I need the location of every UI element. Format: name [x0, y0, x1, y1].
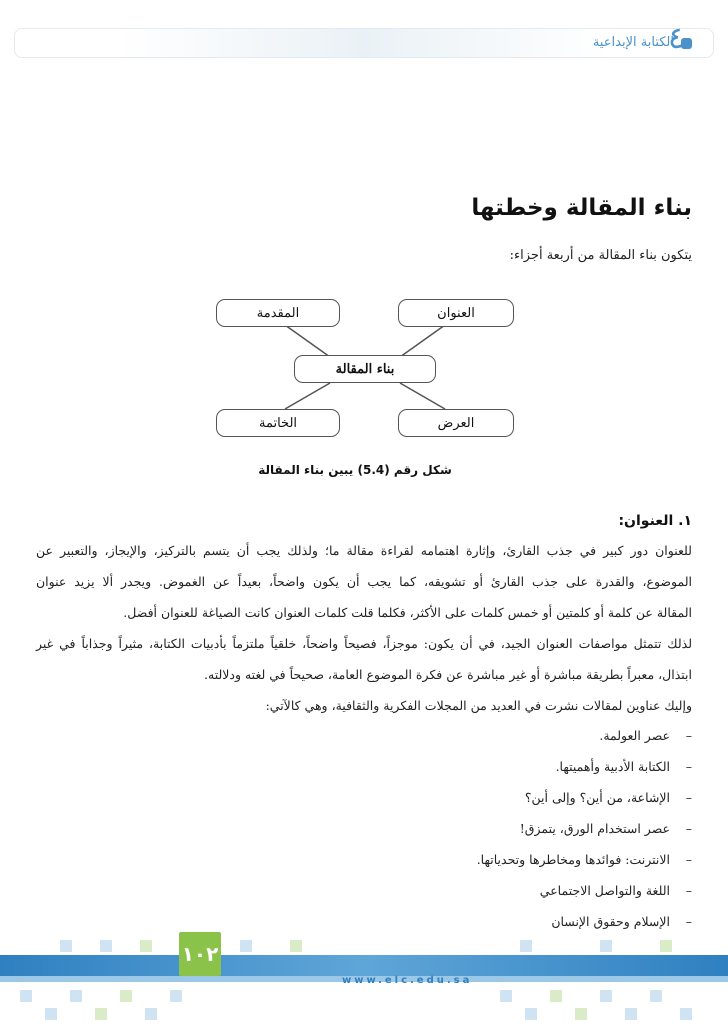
dash-icon: –: [685, 821, 692, 836]
list-item: –الإسلام وحقوق الإنسان: [551, 914, 692, 929]
list-item: –الانترنت: فوائدها ومخاطرها وتحدياتها.: [476, 852, 692, 867]
list-item: –اللغة والتواصل الاجتماعي: [539, 883, 692, 898]
node-introduction: المقدمة: [216, 299, 340, 327]
dash-icon: –: [685, 790, 692, 805]
essay-structure-diagram: [200, 287, 530, 487]
book-title: الكتابة الإبداعية: [592, 35, 674, 50]
figure-caption: شكل رقم (5.4) يبين بناء المقالة: [258, 463, 452, 477]
dash-icon: –: [685, 759, 692, 774]
node-essay-structure: بناء المقالة: [294, 355, 436, 383]
paragraph-line: للعنوان دور كبير في جذب القارئ، وإثارة اهتمامه لقراءة مقالة ما؛ ولذلك يجب أن يتسم بالتركيز، والإيجاز، والتعبير عن: [36, 543, 692, 558]
paragraph-line: المقالة عن كلمة أو كلمتين أو خمس كلمات على الأكثر، فكلما قلت كلمات العنوان كانت الصياغة للعنوان أفضل.: [123, 605, 692, 620]
list-item: –عصر استخدام الورق، يتمزق!: [519, 821, 692, 836]
node-body: العرض: [398, 409, 514, 437]
list-item: –الكتابة الأدبية وأهميتها.: [555, 759, 692, 774]
dash-icon: –: [685, 883, 692, 898]
dash-icon: –: [685, 728, 692, 743]
footer-band: [0, 955, 728, 977]
node-title: العنوان: [398, 299, 514, 327]
paragraph-line: ابتذال، معبراً بطريقة مباشرة أو غير مباشرة عن فكرة الموضوع العامة، صحيحاً في لغته ودلالته.: [204, 667, 692, 682]
dash-icon: –: [685, 914, 692, 929]
website-url: www.elc.edu.sa: [342, 975, 473, 986]
page-number: ١٠٢: [179, 932, 221, 976]
connector-intro: [285, 325, 330, 357]
intro-text: يتكون بناء المقالة من أربعة أجزاء:: [509, 248, 692, 263]
paragraph-line: وإليك عناوين لمقالات نشرت في العديد من المجلات الفكرية والثقافية، وهي كالآتي:: [265, 698, 692, 713]
connector-title: [400, 325, 445, 357]
paragraph-line: لذلك تتمثل مواصفات العنوان الجيد، في أن يكون: موجزاً، فصيحاً واضحاً، خلقياً ملتزماً بأدبيات الكتابة، مثيراً وجذاباً في غير: [36, 636, 692, 651]
node-conclusion: الخاتمة: [216, 409, 340, 437]
section-title: بناء المقالة وخطتها: [471, 195, 692, 221]
connector-body: [400, 383, 445, 409]
list-item: –الإشاعة، من أين؟ وإلى أين؟: [524, 790, 692, 805]
paragraph-line: الموضوع، والقدرة على جذب القارئ أو تشويقه، كما يجب أن يكون واضحاً، بعيداً عن الغموض. ويجدر ألا يزيد عنوان: [36, 574, 692, 589]
chapter-number: ٤: [668, 21, 685, 56]
subheading-title: ١. العنوان:: [618, 513, 692, 529]
connector-conclusion: [285, 383, 330, 409]
list-item: –عصر العولمة.: [599, 728, 692, 743]
dash-icon: –: [685, 852, 692, 867]
